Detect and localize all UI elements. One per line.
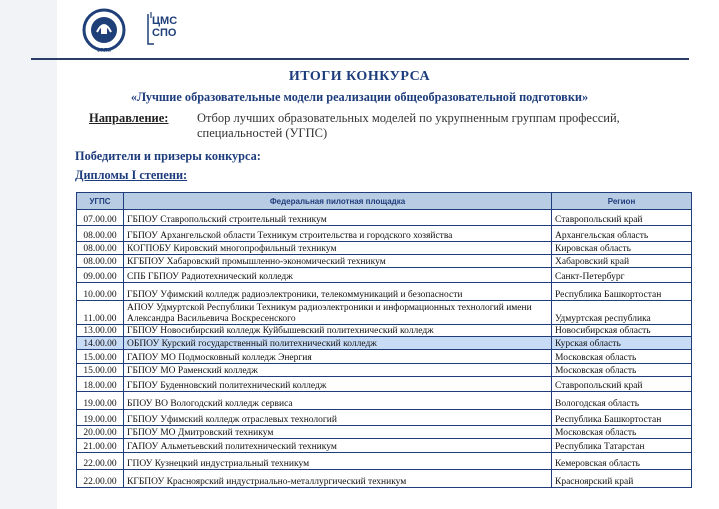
region-cell: Московская область <box>552 426 692 439</box>
logo-text-cms: ЦМС <box>152 15 178 27</box>
region-cell: Ставропольский край <box>552 210 692 226</box>
table-row <box>77 301 692 325</box>
ugps-code-cell: 07.00.00 <box>77 210 124 226</box>
ugps-code-cell: 15.00.00 <box>77 364 124 377</box>
region-cell: Ставропольский край <box>552 377 692 392</box>
table-row <box>77 337 692 350</box>
platform-cell: ГБПОУ Уфимский колледж отраслевых технологий <box>124 410 552 426</box>
platform-cell: КГБПОУ Хабаровский промышленно-экономический техникум <box>124 255 552 268</box>
region-cell: Хабаровский край <box>552 255 692 268</box>
table-row <box>77 255 692 268</box>
ugps-code-cell: 14.00.00 <box>77 337 124 350</box>
direction-label: Направление: <box>89 111 169 125</box>
table-header-row <box>77 193 692 210</box>
platform-cell: ГПОУ Кузнецкий индустриальный техникум <box>124 453 552 470</box>
cms-spo-logo <box>146 10 186 50</box>
region-cell: Архангельская область <box>552 226 692 242</box>
platform-cell: БПОУ ВО Вологодский колледж сервиса <box>124 392 552 410</box>
region-cell: Санкт-Петербург <box>552 268 692 283</box>
diplomas-heading: Дипломы I степени: <box>75 168 188 182</box>
table-body <box>77 210 692 488</box>
table-row <box>77 453 692 470</box>
column-header-platform: Федеральная пилотная площадка <box>124 193 552 210</box>
region-cell: Московская область <box>552 364 692 377</box>
ugps-code-cell: 19.00.00 <box>77 392 124 410</box>
ugps-code-cell: 18.00.00 <box>77 377 124 392</box>
table-row <box>77 268 692 283</box>
platform-cell: ГБПОУ Новосибирский колледж Куйбышевский политехнический колледж <box>124 325 552 337</box>
region-cell: Красноярский край <box>552 470 692 488</box>
region-cell: Кировская область <box>552 242 692 255</box>
region-cell: Республика Башкортостан <box>552 410 692 426</box>
platform-cell: ГБПОУ Уфимский колледж радиоэлектроники, телекоммуникаций и безопасности <box>124 283 552 301</box>
results-table <box>76 192 692 488</box>
region-cell: Республика Башкортостан <box>552 283 692 301</box>
ugps-code-cell: 08.00.00 <box>77 255 124 268</box>
table-row <box>77 350 692 364</box>
column-header-ugps: УГПС <box>77 193 124 210</box>
table-row <box>77 226 692 242</box>
page-title: ИТОГИ КОНКУРСА <box>288 69 431 84</box>
region-cell: Новосибирская область <box>552 325 692 337</box>
ugps-code-cell: 19.00.00 <box>77 410 124 426</box>
ugps-code-cell: 11.00.00 <box>77 301 124 325</box>
platform-cell: ГБПОУ МО Дмитровский техникум <box>124 426 552 439</box>
table-row <box>77 364 692 377</box>
ugps-code-cell: 22.00.00 <box>77 470 124 488</box>
ugps-code-cell: 21.00.00 <box>77 439 124 453</box>
region-cell: Курская область <box>552 337 692 350</box>
frpo-logo <box>80 8 128 54</box>
header-divider <box>31 58 689 60</box>
table-row <box>77 325 692 337</box>
ugps-code-cell: 22.00.00 <box>77 453 124 470</box>
table-row <box>77 410 692 426</box>
table-row <box>77 426 692 439</box>
table-row <box>77 377 692 392</box>
region-cell: Республика Татарстан <box>552 439 692 453</box>
platform-text: АПОУ Удмуртской Республики Техникум радиоэлектроники и информационных технологий имени Александра Васильевича Воскресенского <box>127 303 532 324</box>
ugps-code-cell: 13.00.00 <box>77 325 124 337</box>
platform-cell: ОБПОУ Курский государственный политехнический колледж <box>124 337 552 350</box>
ugps-code-cell: 08.00.00 <box>77 242 124 255</box>
ugps-code-cell: 09.00.00 <box>77 268 124 283</box>
platform-cell: ГАПОУ Альметьевский политехнический техникум <box>124 439 552 453</box>
table-row <box>77 242 692 255</box>
region-cell: Московская область <box>552 350 692 364</box>
direction-text: Отбор лучших образовательных моделей по укрупненным группам профессий, специальностей (УГПС) <box>197 111 620 140</box>
platform-cell: ГБПОУ Буденновский политехнический колледж <box>124 377 552 392</box>
ugps-code-cell: 10.00.00 <box>77 283 124 301</box>
region-cell: Вологодская область <box>552 392 692 410</box>
table-row <box>77 470 692 488</box>
ugps-code-cell: 15.00.00 <box>77 350 124 364</box>
ugps-code-cell: 08.00.00 <box>77 226 124 242</box>
column-header-region: Регион <box>552 193 692 210</box>
table-row <box>77 283 692 301</box>
logo-text-spo: СПО <box>152 27 177 39</box>
table-row <box>77 210 692 226</box>
platform-cell: ГБПОУ МО Раменский колледж <box>124 364 552 377</box>
ugps-code-cell: 20.00.00 <box>77 426 124 439</box>
table-row <box>77 392 692 410</box>
table-row <box>77 439 692 453</box>
platform-cell: КОГПОБУ Кировский многопрофильный техникум <box>124 242 552 255</box>
region-cell: Кемеровская область <box>552 453 692 470</box>
region-cell: Удмуртская республика <box>552 301 692 325</box>
winners-heading: Победители и призеры конкурса: <box>75 149 261 163</box>
platform-cell: СПБ ГБПОУ Радиотехнический колледж <box>124 268 552 283</box>
platform-cell: КГБПОУ Красноярский индустриально-металлургический техникум <box>124 470 552 488</box>
platform-cell: ГБПОУ Ставропольский строительный техникум <box>124 210 552 226</box>
platform-cell: ГАПОУ МО Подмосковный колледж Энергия <box>124 350 552 364</box>
contest-subtitle: «Лучшие образовательные модели реализации общеобразовательной подготовки» <box>130 90 589 104</box>
platform-cell: ГБПОУ Архангельской области Техникум строительства и городского хозяйства <box>124 226 552 242</box>
svg-text:ФРПО: ФРПО <box>96 48 112 54</box>
platform-cell <box>124 301 552 325</box>
